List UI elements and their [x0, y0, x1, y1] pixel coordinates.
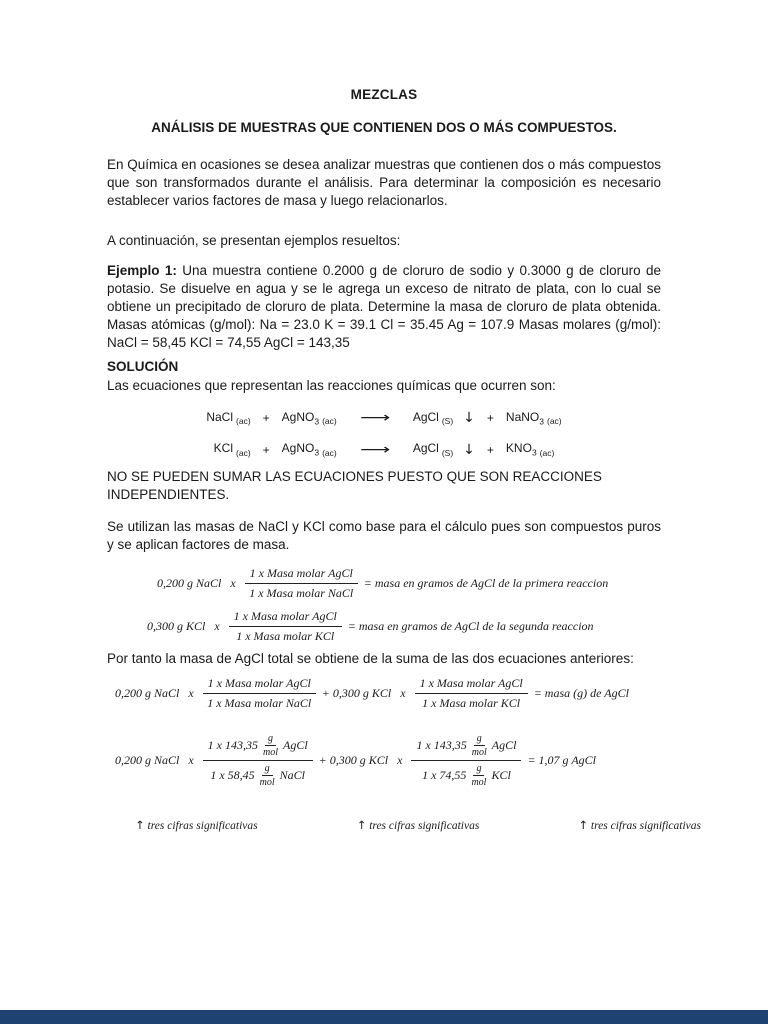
multiply-sign: x [214, 618, 220, 633]
up-arrow-icon: ↑ [578, 817, 589, 832]
up-arrow-icon: ↑ [135, 817, 145, 832]
sig-note: ↑ tres cifras significativas [356, 817, 480, 832]
up-arrow-icon: ↑ [356, 817, 367, 832]
mass-factor-formula-2 [147, 609, 661, 644]
numeric-formula [115, 733, 661, 788]
plus-sign: + [262, 411, 270, 426]
reaction-equation-1 [107, 410, 661, 426]
multiply-sign: x [188, 685, 194, 700]
formula-agcl: AgCl $_{(S)}$ [412, 410, 454, 427]
numeric-term1: 0,200 g NaCl [115, 752, 180, 767]
unit-fraction-g-mol: g mol [263, 732, 278, 758]
example-1-label: Ejemplo 1: [107, 263, 177, 278]
factor1-result: = masa en gramos de AgCl de la primera reaccion [363, 575, 609, 590]
factor1-fraction: $\frac{\text{1 x Masa molar AgCl}}{\text{1 x Masa molar NaCl}}$ [245, 566, 358, 601]
unit-fraction-g-mol: g mol [471, 762, 487, 788]
plus-sign: + [486, 442, 494, 457]
factor2-result: = masa en gramos de AgCl de la segunda reaccion [347, 618, 594, 633]
yields-arrow: ⟶ [359, 410, 390, 427]
sum-term1: 0,200 g NaCl [115, 685, 180, 700]
example-1-text: Una muestra contiene 0.2000 g de cloruro de sodio y 0.3000 g de cloruro de potasio. Se disuelve en agua y se le agrega un exceso de nitrato de plata, con lo cual se obtiene un precipitado de cloruro de plata. Determine la masa de cloruro de plata obtenida. Masas atómicas (g/mol): Na = 23.0 K = 39.1 Cl = 35.45 Ag = 107.9 Masas molares (g/mol): NaCl = 58,45 KCl = 74,55 AgCl = 143,35 [107, 263, 661, 350]
examples-note: A continuación, se presentan ejemplos resueltos: [107, 233, 401, 248]
sum-term2: + 0,300 g KCl [321, 685, 392, 700]
doc-subtitle: ANÁLISIS DE MUESTRAS QUE CONTIENEN DOS O MÁS COMPUESTOS. [151, 120, 617, 135]
viewer-bottom-bar [0, 1010, 768, 1024]
multiply-sign: x [188, 752, 194, 767]
factor2-fraction: $\frac{\text{1 x Masa molar AgCl}}{\text{1 x Masa molar KCl}}$ [229, 609, 342, 644]
independent-reactions-note: NO SE PUEDEN SUMAR LAS ECUACIONES PUESTO QUE SON REACCIONES INDEPENDIENTES. [107, 468, 602, 502]
formula-kno3: $KNO_3$ $_{(ac)}$ [505, 441, 555, 458]
sum-result: = masa (g) de AgCl [533, 685, 629, 700]
formula-nacl: NaCl $_{(ac)}$ [206, 410, 251, 427]
yields-arrow: ⟶ [359, 441, 390, 458]
mass-base-note: Se utilizan las masas de NaCl y KCl como base para el cálculo pues son compuestos puros y se aplican factores de masa. [107, 518, 661, 552]
formula-kcl: KCl $_{(ac)}$ [213, 441, 251, 458]
unit-fraction-g-mol: g mol [259, 762, 275, 788]
sig-note: ↑ tres cifras significativas [578, 817, 701, 832]
doc-title: MEZCLAS [350, 87, 418, 102]
plus-sign: + [486, 411, 494, 426]
significant-figures-annotations [135, 818, 701, 832]
multiply-sign: x [230, 575, 236, 590]
formula-agcl: AgCl $_{(S)}$ [412, 441, 454, 458]
factor2-mass: 0,300 g KCl [147, 618, 206, 633]
solution-heading: SOLUCIÓN [107, 359, 179, 374]
sum-fraction-1: $\frac{\text{1 x Masa molar AgCl}}{\text{1 x Masa molar NaCl}}$ [203, 676, 316, 711]
precipitate-arrow: ↓ [463, 441, 475, 458]
numeric-result: = 1,07 g AgCl [527, 752, 597, 767]
numeric-fraction-1: 1 x 143,35 g mol AgCl 1 x 58,45 g mol NaCl [203, 733, 313, 788]
sum-formula [115, 676, 661, 711]
multiply-sign: x [397, 752, 403, 767]
formula-agno3: AgNO$_3$ $_{(ac)}$ [281, 410, 337, 427]
precipitate-arrow: ↓ [463, 410, 475, 427]
mass-factor-formula-1 [157, 566, 661, 601]
numeric-fraction-2: 1 x 143,35 g mol AgCl 1 x 74,55 g mol KCl [411, 733, 521, 788]
numeric-term2: + 0,300 g KCl [318, 752, 389, 767]
solution-intro: Las ecuaciones que representan las reacciones químicas que ocurren son: [107, 378, 556, 393]
plus-sign: + [262, 442, 270, 457]
reaction-equation-2 [107, 441, 661, 457]
total-mass-note: Por tanto la masa de AgCl total se obtiene de la suma de las dos ecuaciones anteriores: [107, 650, 634, 666]
factor1-mass: 0,200 g NaCl [157, 575, 222, 590]
multiply-sign: x [400, 685, 406, 700]
formula-agno3: AgNO$_3$ $_{(ac)}$ [281, 441, 337, 458]
intro-paragraph: En Química en ocasiones se desea analizar muestras que contienen dos o más compuestos que son transformados durante el análisis. Para determinar la composición es necesario establecer varios factores de masa y luego relacionarlos. [107, 157, 661, 208]
sig-note: ↑ tres cifras significativas [135, 817, 258, 832]
example-1-paragraph [107, 262, 661, 352]
unit-fraction-g-mol: g mol [471, 732, 487, 758]
sum-fraction-2: $\frac{\text{1 x Masa molar AgCl}}{\text{1 x Masa molar KCl}}$ [415, 676, 528, 711]
formula-nano3: NaNO$_3$ $_{(ac)}$ [505, 410, 562, 427]
